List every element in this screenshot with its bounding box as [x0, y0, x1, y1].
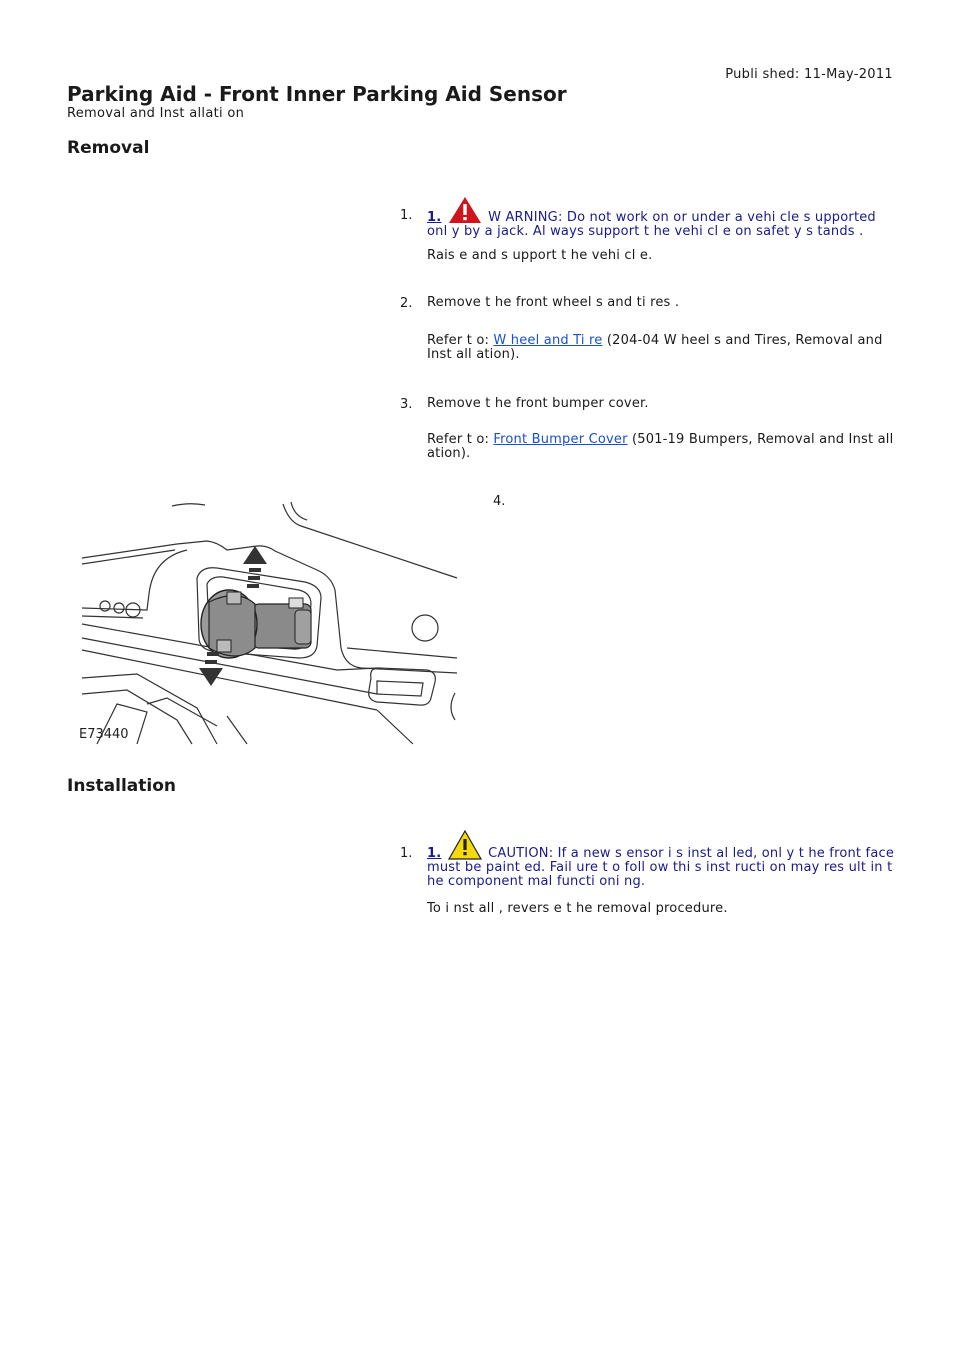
step-number: 2. [400, 296, 413, 311]
step-3-text: Remove t he front bumper cover. [427, 396, 649, 411]
refer-suffix: (204-04 W heel s and Tires, Removal and Inst all ation). [427, 333, 883, 362]
step-number: 1. [400, 208, 413, 223]
refer-prefix: Refer t o: [427, 432, 490, 447]
figure-label: E73440 [79, 727, 129, 742]
published-date: Publi shed: 11-May-2011 [725, 67, 893, 82]
step-number: 4. [493, 494, 506, 509]
refer-suffix: (501-19 Bumpers, Removal and Inst all ation). [427, 432, 894, 461]
wheel-and-tire-link[interactable]: W heel and Ti re [493, 333, 603, 348]
install-step-1-detail: To i nst all , revers e t he removal procedure. [427, 901, 728, 916]
front-bumper-cover-link[interactable]: Front Bumper Cover [493, 432, 628, 447]
step-2-refer [427, 334, 897, 362]
caution-icon [448, 830, 482, 860]
step-1-bold-number: 1. [427, 210, 442, 225]
step-1-warning [427, 196, 897, 239]
step-2-text: Remove t he front wheel s and ti res . [427, 295, 680, 310]
removal-heading: Removal [67, 138, 150, 158]
page-title: Parking Aid - Front Inner Parking Aid Sensor [67, 82, 567, 106]
sensor-removal-illustration [77, 498, 460, 746]
installation-heading: Installation [67, 776, 177, 796]
parking-sensor [201, 590, 311, 658]
step-3-refer [427, 433, 897, 461]
install-step-1-caution [427, 830, 897, 889]
refer-prefix: Refer t o: [427, 333, 490, 348]
step-number: 3. [400, 397, 413, 412]
warning-icon [448, 196, 482, 224]
step-number: 1. [400, 846, 413, 861]
install-step-1-bold-number: 1. [427, 846, 442, 861]
step-1-warning-text: W ARNING: Do not work on or under a vehi cle s upported onl y by a jack. Al ways support t he vehi cl e on safet y s tands . [427, 210, 876, 239]
install-step-1-caution-text: CAUTION: If a new s ensor i s inst al led, onl y t he front face must be paint ed. Fail ure t o foll ow thi s inst ructi on may res ult in t he component mal functi oni ng. [427, 846, 895, 889]
page-subtitle: Removal and Inst allati on [67, 106, 245, 121]
step-1-detail: Rais e and s upport t he vehi cl e. [427, 248, 653, 263]
